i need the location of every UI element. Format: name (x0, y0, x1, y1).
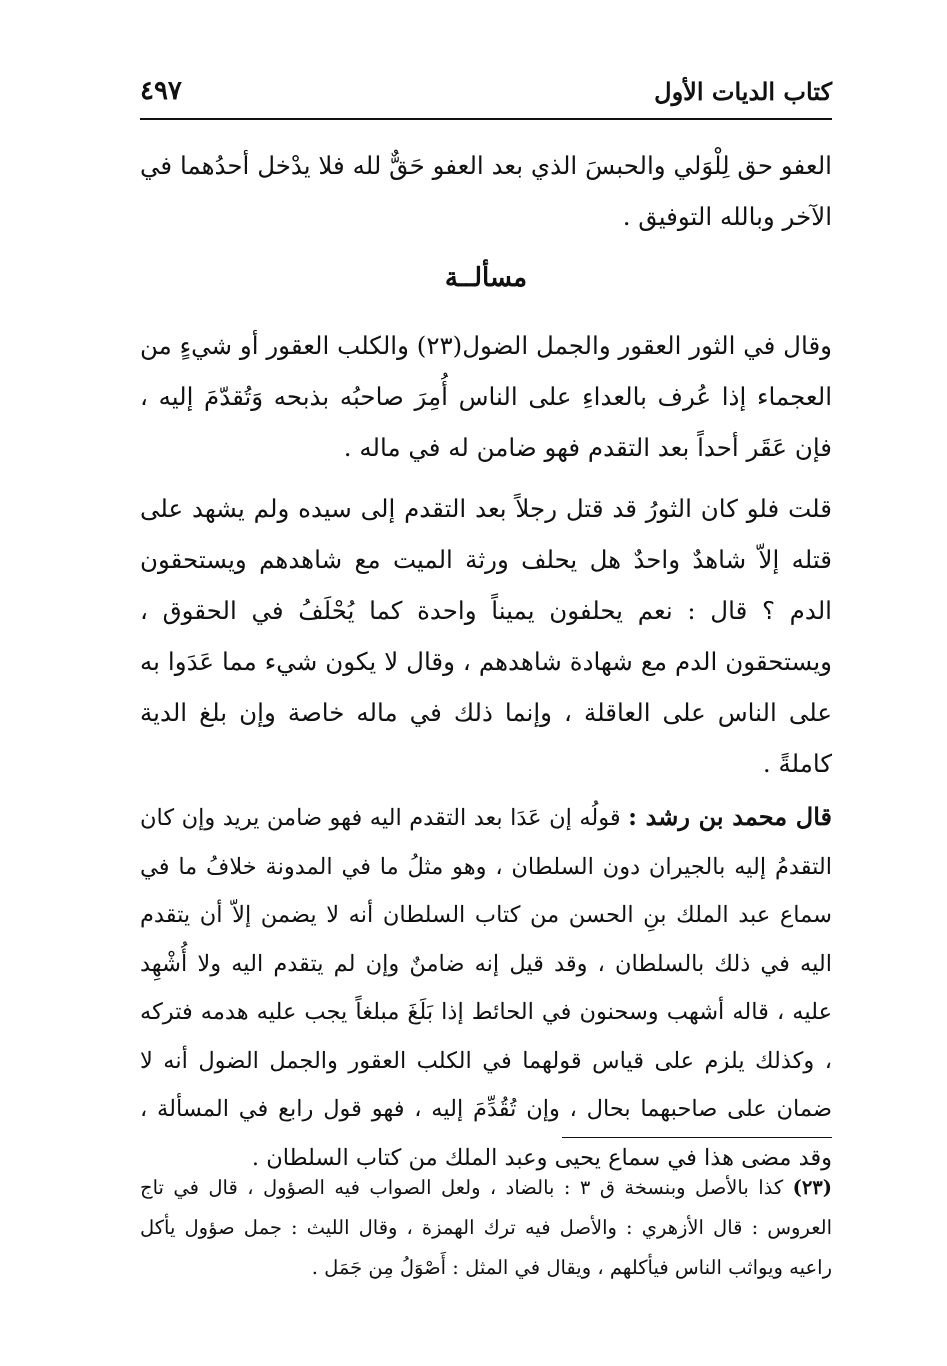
footnote-text: كذا بالأصل وبنسخة ق ٣ : بالضاد ، ولعل الصواب فيه الصؤول ، قال في تاج العروس : قال الأزهري : والأصل فيه ترك الهمزة ، وقال الليث : جمل صؤول يأكل راعيه ويواثب الناس فيأكلهم ، ويقال في المثل : أَصْوَلُ مِن جَمَل . (140, 1175, 832, 1279)
page-number: ٤٩٧ (140, 76, 182, 106)
commentary-text: قولُه إن عَدَا بعد التقدم اليه فهو ضامن يريد وإن كان التقدمُ إليه بالجيران دون السلطان ، وهو مثلُ ما في المدونة خلافُ ما في سماع عبد الملك بنِ الحسن من كتاب السلطان أنه لا يضمن إلاّ أن يتقدم اليه في ذلك بالسلطان ، وقد قيل إنه ضامنٌ وإن لم يتقدم اليه ولا أُشْهِد عليه ، قاله أشهب وسحنون في الحائط إذا بَلَغَ مبلغاً يجب عليه هدمه فتركه ، وكذلك يلزم على قياس قولهما في الكلب العقور والجمل الضول أنه لا ضمان على صاحبهما بحال ، وإن تُقُدِّمَ إليه ، فهو قول رابع في المسألة ، وقد مضى هذا في سماع يحيى وعبد الملك من كتاب السلطان . (140, 805, 832, 1171)
section-heading: مسألــة (444, 263, 528, 293)
footnote-rule (562, 1137, 832, 1138)
ruling-paragraph: وقال في الثور العقور والجمل الضول(٢٣) والكلب العقور أو شيءٍ من العجماء إذا عُرف بالعداءِ على الناس أُمِرَ صاحبُه بذبحه وَتُقدّمَ إليه ، فإن عَقَر أحداً بعد التقدم فهو ضامن له في ماله . (140, 331, 832, 462)
footnote-number: (٢٣) (792, 1175, 832, 1199)
page-header (140, 62, 832, 106)
header-rule (140, 118, 832, 120)
question-paragraph: قلت فلو كان الثورُ قد قتل رجلاً بعد التقدم إلى سيده ولم يشهد على قتله إلاّ شاهدٌ واحدٌ هل يحلف ورثة الميت مع شاهدهم ويستحقون الدم ؟ قال : نعم يحلفون يميناً واحدة كما يُحْلَفُ في الحقوق ، ويستحقون الدم مع شهادة شاهدهم ، وقال لا يكون شيء مما عَدَوا به على الناس على العاقلة ، وإنما ذلك في ماله خاصة وإن بلغ الدية كاملةً . (140, 494, 832, 778)
commentary-speaker: قال محمد بن رشد : (628, 802, 832, 831)
intro-paragraph: العفو حق لِلْوَلي والحبسَ الذي بعد العفو حَقٌّ لله فلا يدْخل أحدُهما في الآخر وبالله التوفيق . (140, 151, 832, 231)
commentary-paragraph (140, 793, 832, 1182)
main-text (140, 140, 832, 1182)
running-title: كتاب الديات الأول (654, 77, 832, 106)
footnote (140, 1168, 832, 1288)
